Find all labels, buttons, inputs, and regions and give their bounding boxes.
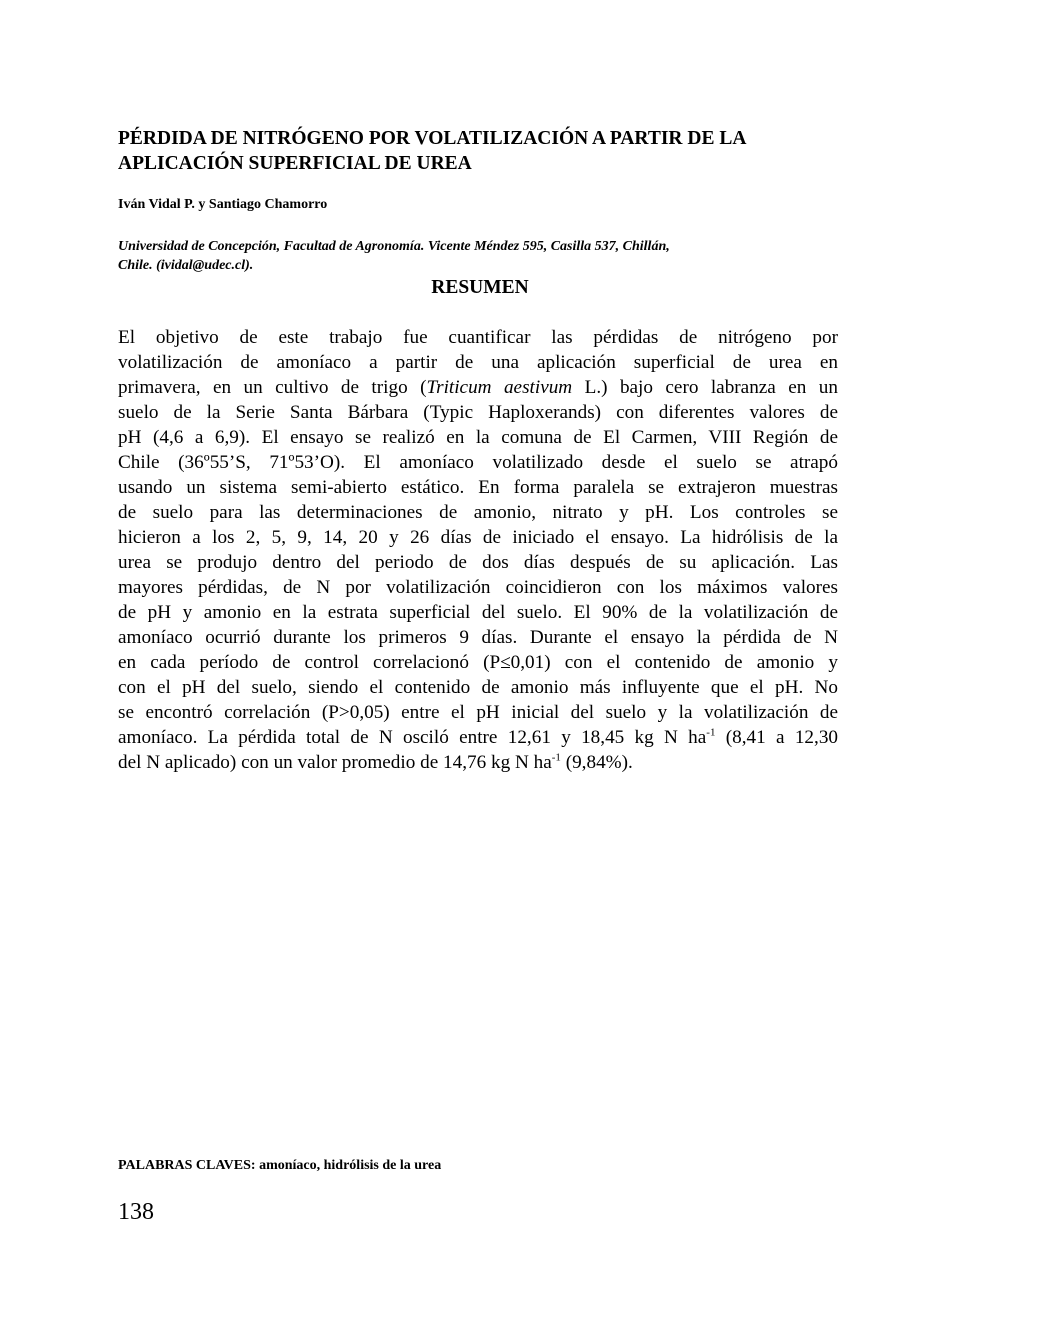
abstract-line: mayores pérdidas, de N por volatilización coincidieron con los máximos valores	[118, 577, 838, 598]
title-line-2: APLICACIÓN SUPERFICIAL DE UREA	[118, 153, 472, 174]
abstract-line: suelo de la Serie Santa Bárbara (Typic Haploxerands) con diferentes valores de	[118, 402, 838, 423]
affiliation	[118, 237, 848, 275]
abstract-line: volatilización de amoníaco a partir de una aplicación superficial de urea en	[118, 352, 838, 373]
abstract-line: en cada período de control correlacionó (P≤0,01) con el contenido de amonio y	[118, 652, 838, 673]
keywords-label: PALABRAS CLAVES:	[118, 1158, 256, 1173]
abstract-line	[118, 375, 838, 400]
abstract-line: de suelo para las determinaciones de amonio, nitrato y pH. Los controles se	[118, 502, 838, 523]
abstract-text: primavera, en un cultivo de trigo (	[118, 377, 427, 398]
abstract-line: de pH y amonio en la estrata superficial del suelo. El 90% de la volatilización de	[118, 602, 838, 623]
affiliation-line-2: Chile. (ividal@udec.cl).	[118, 258, 254, 273]
title-line-1: PÉRDIDA DE NITRÓGENO POR VOLATILIZACIÓN A PARTIR DE LA	[118, 128, 747, 149]
keywords	[118, 1157, 441, 1175]
abstract-line: con el pH del suelo, siendo el contenido de amonio más influyente que el pH. No	[118, 677, 838, 698]
authors: Iván Vidal P. y Santiago Chamorro	[118, 197, 328, 212]
species-name: Triticum aestivum	[426, 377, 573, 398]
abstract-text: amoníaco. La pérdida total de N osciló entre 12,61 y 18,45 kg N ha	[118, 727, 707, 748]
affiliation-line-1: Universidad de Concepción, Facultad de Agronomía. Vicente Méndez 595, Casilla 537, Chillán,	[118, 239, 670, 254]
abstract-body	[118, 325, 838, 775]
abstract-text: L.) bajo cero labranza en un	[572, 377, 838, 398]
exponent: -1	[551, 751, 561, 764]
paper-title	[118, 126, 858, 176]
exponent: -1	[706, 726, 716, 739]
abstract-text: (8,41 a 12,30	[715, 727, 839, 748]
page-number: 138	[118, 1199, 154, 1225]
abstract-line	[118, 750, 838, 775]
abstract-line: urea se produjo dentro del periodo de dos días después de su aplicación. Las	[118, 552, 838, 573]
abstract-line	[118, 725, 838, 750]
abstract-line: pH (4,6 a 6,9). El ensayo se realizó en la comuna de El Carmen, VIII Región de	[118, 427, 838, 448]
section-heading: RESUMEN	[431, 277, 529, 298]
abstract-line: hicieron a los 2, 5, 9, 14, 20 y 26 días de iniciado el ensayo. La hidrólisis de la	[118, 527, 838, 548]
abstract-line: Chile (36º55’S, 71º53’O). El amoníaco volatilizado desde el suelo se atrapó	[118, 452, 838, 473]
abstract-line: El objetivo de este trabajo fue cuantificar las pérdidas de nitrógeno por	[118, 327, 838, 348]
abstract-text: del N aplicado) con un valor promedio de 14,76 kg N ha	[118, 752, 552, 773]
abstract-text: (9,84%).	[560, 752, 633, 773]
keywords-value: amoníaco, hidrólisis de la urea	[255, 1158, 442, 1173]
abstract-line: usando un sistema semi-abierto estático. En forma paralela se extrajeron muestras	[118, 477, 838, 498]
abstract-line: se encontró correlación (P>0,05) entre el pH inicial del suelo y la volatilización de	[118, 702, 838, 723]
abstract-line: amoníaco ocurrió durante los primeros 9 días. Durante el ensayo la pérdida de N	[118, 627, 838, 648]
